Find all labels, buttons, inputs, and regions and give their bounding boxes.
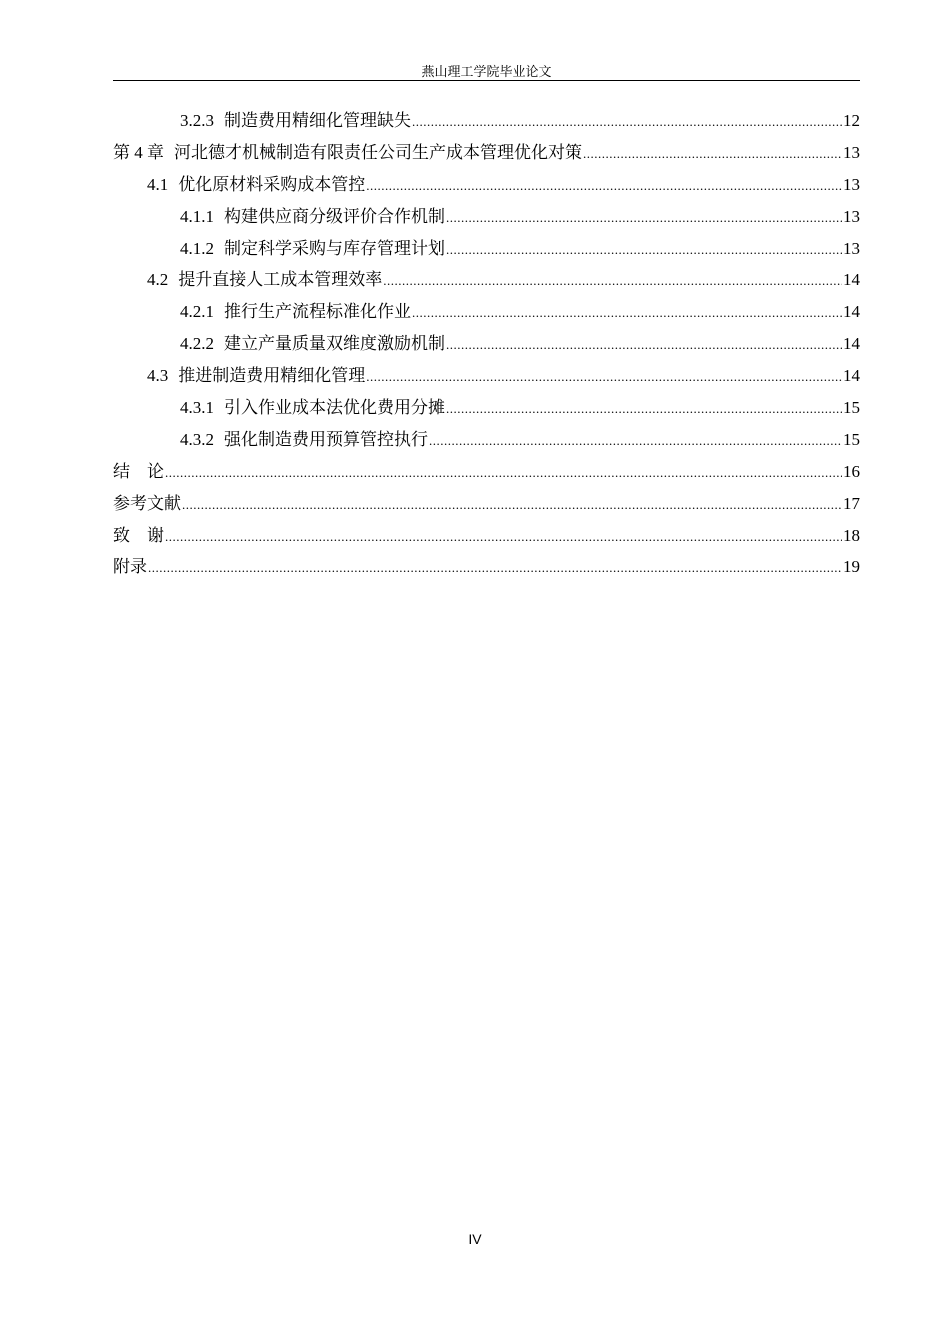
toc-entry-title: 制定科学采购与库存管理计划 [224,238,445,258]
toc-dot-leader [165,457,842,489]
toc-entry-page: 13 [843,238,860,258]
toc-entry[interactable] [113,264,860,296]
toc-entry[interactable] [113,233,860,265]
toc-dot-leader [148,552,842,584]
toc-entry-title: 优化原材料采购成本管控 [178,174,366,194]
toc-entry[interactable] [113,105,860,137]
toc-entry-title: 引入作业成本法优化费用分摊 [224,398,445,418]
toc-dot-leader [446,393,842,425]
toc-entry-number: 4.1.2 [180,238,214,258]
toc-entry[interactable] [113,169,860,201]
toc-dot-leader [366,170,842,202]
toc-entry[interactable] [113,456,860,488]
toc-entry-page: 14 [843,334,860,354]
toc-entry-number: 4.2.2 [180,334,214,354]
toc-entry-number: 4.1 [147,174,169,194]
toc-entry-page: 13 [843,174,860,194]
toc-entry-page: 14 [843,302,860,322]
toc-entry-title: 推行生产流程标准化作业 [224,302,411,322]
toc-entry-page: 15 [843,429,860,449]
toc-entry[interactable] [113,296,860,328]
toc-entry[interactable] [113,360,860,392]
toc-entry-page: 19 [843,557,860,577]
toc-entry-number: 第 4 章 [113,142,164,162]
toc-entry-number: 4.3.1 [180,398,214,418]
toc-entry-page: 13 [843,142,860,162]
toc-entry-title: 参考文献 [113,493,181,513]
toc-entry-title: 提升直接人工成本管理效率 [178,270,383,290]
toc-entry-title: 制造费用精细化管理缺失 [224,111,411,130]
toc-entry-title: 结 论 [113,461,164,481]
toc-dot-leader [383,265,842,297]
toc-entry-page: 17 [843,493,860,513]
toc-entry[interactable] [113,520,860,552]
toc-entry-title: 强化制造费用预算管控执行 [224,429,428,449]
toc-entry-number: 4.2.1 [180,302,214,322]
toc-entry-page: 12 [843,111,860,130]
toc-entry[interactable] [113,392,860,424]
toc-entry[interactable] [113,201,860,233]
toc-dot-leader [446,329,842,361]
page-number: IV [468,1231,482,1247]
toc-entry-number: 4.2 [147,270,169,290]
toc-entry-title: 推进制造费用精细化管理 [178,366,366,386]
toc-dot-leader [412,106,842,138]
toc-entry-title: 河北德才机械制造有限责任公司生产成本管理优化对策 [174,142,582,162]
toc-entry-number: 4.3 [147,366,169,386]
toc-dot-leader [165,521,842,553]
toc-entry-number: 3.2.3 [180,111,214,130]
toc-entry-title: 附录 [113,557,147,577]
toc-entry[interactable] [113,551,860,583]
toc-entry-page: 13 [843,206,860,226]
toc-entry-number: 4.1.1 [180,206,214,226]
toc-dot-leader [446,202,842,234]
toc-entry-page: 15 [843,398,860,418]
table-of-contents [113,105,860,583]
toc-entry-page: 18 [843,525,860,545]
toc-dot-leader [429,425,842,457]
toc-entry-page: 16 [843,461,860,481]
toc-dot-leader [583,138,842,170]
toc-dot-leader [446,234,842,266]
toc-entry-title: 建立产量质量双维度激励机制 [224,334,445,354]
page-header: 燕山理工学院毕业论文 [421,64,552,79]
toc-entry-page: 14 [843,366,860,386]
toc-entry-title: 致 谢 [113,525,164,545]
toc-dot-leader [366,361,842,393]
toc-entry-page: 14 [843,270,860,290]
toc-dot-leader [182,489,842,521]
toc-entry[interactable] [113,424,860,456]
toc-dot-leader [412,297,842,329]
toc-entry[interactable] [113,328,860,360]
toc-entry-number: 4.3.2 [180,429,214,449]
toc-entry[interactable] [113,488,860,520]
header-rule [113,80,860,81]
toc-entry[interactable] [113,137,860,169]
toc-entry-title: 构建供应商分级评价合作机制 [224,206,445,226]
